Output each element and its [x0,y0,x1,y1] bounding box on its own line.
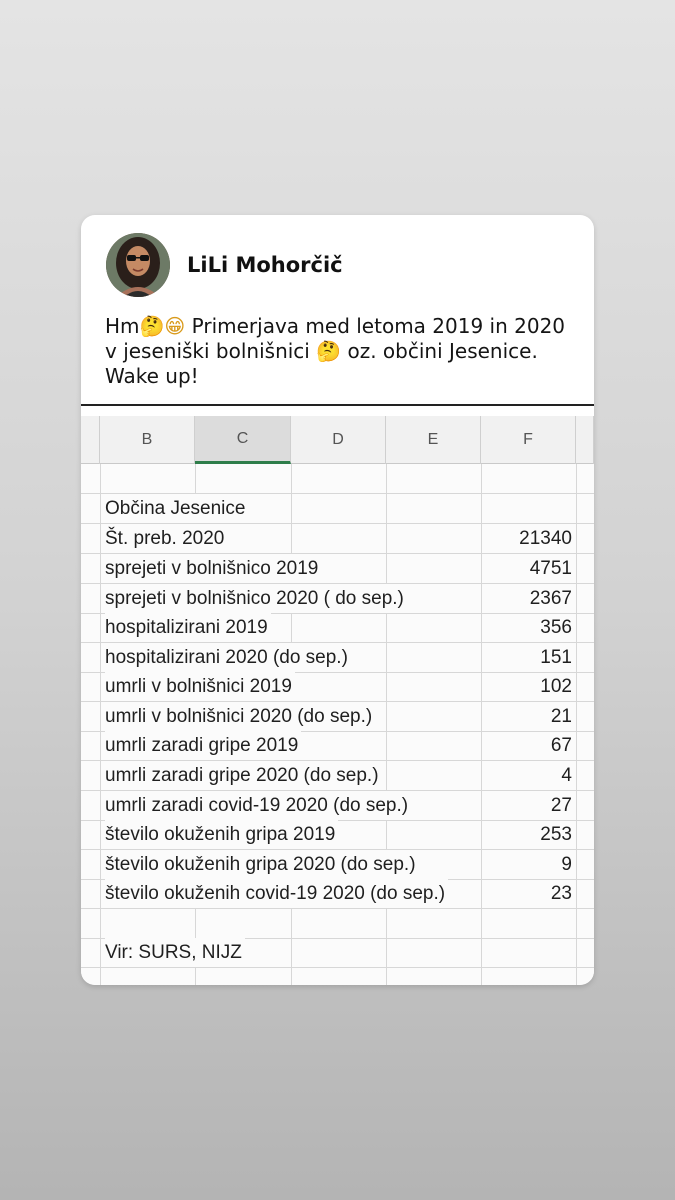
post-card [81,215,594,985]
source-cell: Vir: SURS, NIJZ [105,938,245,967]
sheet-row [81,820,594,850]
row-label: hospitalizirani 2019 [105,613,271,642]
column-header-f: F [481,416,576,464]
row-value: 4 [561,765,572,786]
sheet-row [81,554,594,584]
profile-photo-icon [106,233,170,297]
row-label: število okuženih gripa 2019 [105,820,338,849]
row-value: 23 [550,883,572,904]
row-value: 21 [550,706,572,727]
row-value: 21340 [519,528,572,549]
row-label: umrli v bolnišnici 2020 (do sep.) [105,702,375,731]
post-text-suffix: oz. občini Jesenice. Wake up! [105,339,538,388]
column-header-b: B [100,416,195,464]
row-label: Št. preb. 2020 [105,524,227,553]
thinking-emoji: 🤔 [316,339,342,363]
post-text-prefix: Hm [105,314,140,338]
row-label: umrli v bolnišnici 2019 [105,672,295,701]
sheet-row [81,879,594,909]
avatar[interactable] [106,233,170,297]
sheet-row-empty [81,968,594,985]
row-label: sprejeti v bolnišnico 2020 ( do sep.) [105,584,407,613]
row-value: 9 [561,854,572,875]
sheet-row-empty [81,909,594,939]
column-header-c: C [195,416,291,464]
column-header-d: D [291,416,386,464]
divider [81,404,594,406]
row-number-column-header [81,416,100,464]
row-label: hospitalizirani 2020 (do sep.) [105,643,351,672]
sheet-row [81,524,594,554]
row-value: 151 [540,647,572,668]
post-header [81,215,594,305]
sheet-row [81,761,594,791]
row-value: 67 [550,735,572,756]
sheet-row [81,672,594,702]
sheet-row-empty [81,464,594,494]
spreadsheet-image [81,416,594,985]
row-label: umrli zaradi gripe 2020 (do sep.) [105,761,382,790]
row-value: 27 [550,795,572,816]
column-header-g [576,416,594,464]
column-header-e: E [386,416,481,464]
row-value: 356 [540,617,572,638]
username[interactable]: LiLi Mohorčič [187,253,343,277]
sheet-row [81,791,594,821]
row-value: 4751 [529,558,572,579]
sheet-row [81,850,594,880]
sheet-row [81,584,594,614]
row-label: sprejeti v bolnišnico 2019 [105,554,321,583]
sheet-row [81,702,594,732]
row-label: število okuženih covid-19 2020 (do sep.) [105,879,448,908]
sheet-row [81,643,594,673]
sheet-title-cell: Občina Jesenice [105,494,248,523]
sheet-row-title [81,494,594,524]
row-label: število okuženih gripa 2020 (do sep.) [105,850,419,879]
sheet-row-source [81,938,594,968]
row-value: 2367 [529,588,572,609]
row-label: umrli zaradi gripe 2019 [105,731,301,760]
sheet-row [81,613,594,643]
post-text-main: Primerjava med letoma 2019 in 2020 v jeseniški bolnišnici [105,314,566,363]
post-text [105,314,575,389]
thinking-grinning-emoji: 🤔😁 [139,314,186,338]
row-value: 102 [540,676,572,697]
column-header-row [81,416,594,464]
sheet-row [81,731,594,761]
row-value: 253 [540,824,572,845]
row-label: umrli zaradi covid-19 2020 (do sep.) [105,791,411,820]
